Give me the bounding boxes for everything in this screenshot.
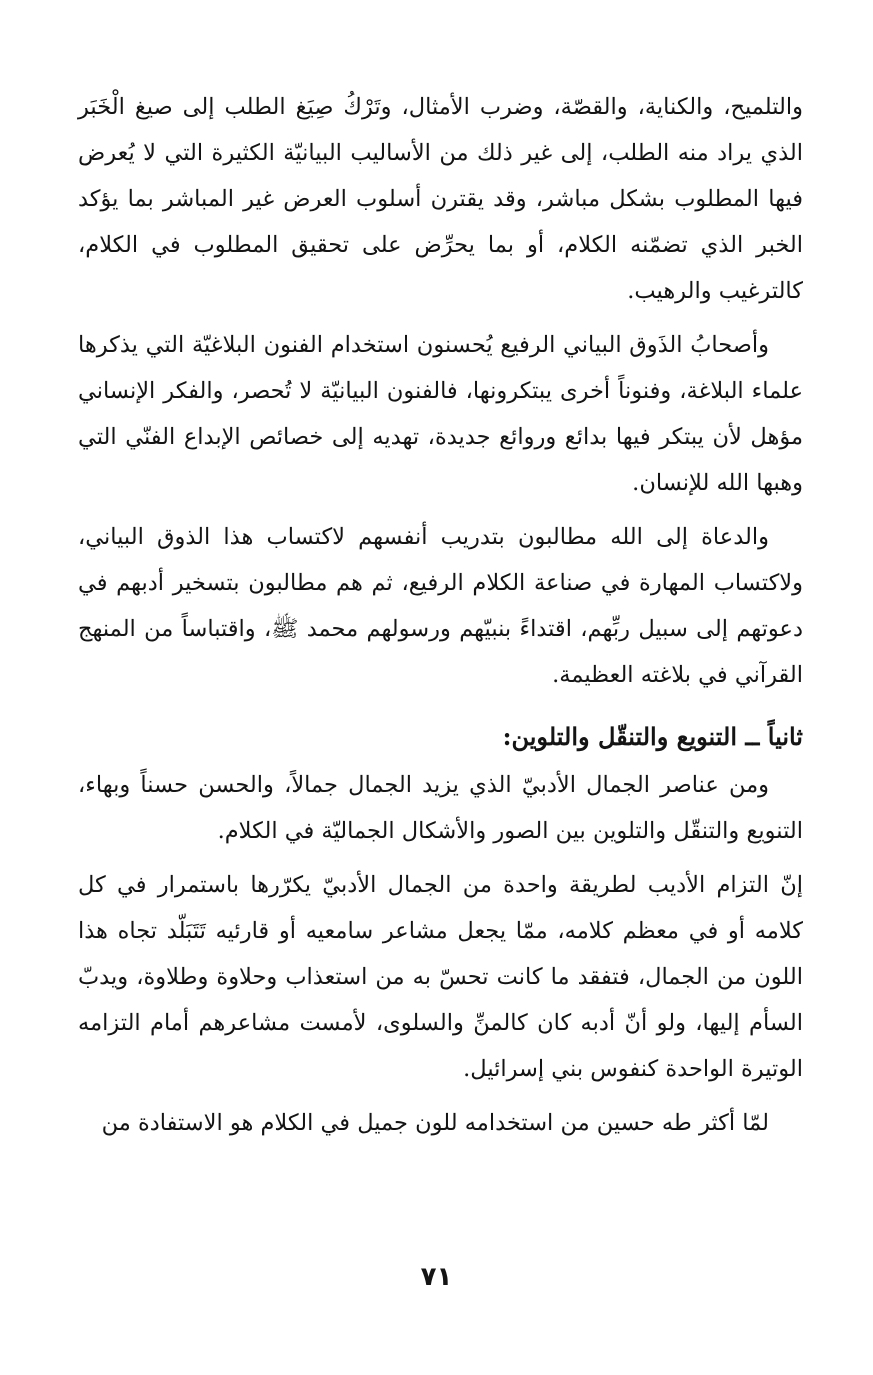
page-body [78, 84, 803, 1284]
paragraph-3: والدعاة إلى الله مطالبون بتدريب أنفسهم لاكتساب هذا الذوق البياني، ولاكتساب المهارة في صناعة الكلام الرفيع، ثم هم مطالبون بتسخير أدبهم في دعوتهم إلى سبيل ربِّهم، اقتداءً بنبيّهم ورسولهم محمد ﷺ، واقتباساً من المنهج القرآني في بلاغته العظيمة. [78, 524, 803, 688]
section-paragraph-1: ومن عناصر الجمال الأدبيّ الذي يزيد الجمال جمالاً، والحسن حسناً وبهاء، التنويع والتنقّل والتلوين بين الصور والأشكال الجماليّة في الكلام. [78, 772, 803, 844]
section-heading: ثانياً ــ التنويع والتنقّل والتلوين: [502, 722, 803, 751]
paragraph-1: والتلميح، والكناية، والقصّة، وضرب الأمثال، وتَرْكُ صِيَغ الطلب إلى صيغ الْخَبَر الذي يراد منه الطلب، إلى غير ذلك من الأساليب البيانيّة الكثيرة التي لا يُعرض فيها المطلوب بشكل مباشر، وقد يقترن أسلوب العرض غير المباشر بما يؤكد الخبر الذي تضمّنه الكلام، أو بما يحرِّض على تحقيق المطلوب في الكلام، كالترغيب والرهيب. [78, 94, 803, 304]
section-paragraph-3: لمّا أكثر طه حسين من استخدامه للون جميل في الكلام هو الاستفادة من [101, 1110, 769, 1136]
paragraph-2: وأصحابُ الذَوق البياني الرفيع يُحسنون استخدام الفنون البلاغيّة التي يذكرها علماء البلاغة، وفنوناً أخرى يبتكرونها، فالفنون البيانيّة لا تُحصر، والفكر الإنساني مؤهل لأن يبتكر فيها بدائع وروائع جديدة، تهديه إلى خصائص الإبداع الفنّي التي وهبها الله للإنسان. [78, 332, 803, 496]
page-number: ٧١ [420, 1262, 453, 1292]
section-paragraph-2: إنّ التزام الأديب لطريقة واحدة من الجمال الأدبيّ يكرّرها باستمرار في كل كلامه أو في معظم كلامه، ممّا يجعل مشاعر سامعيه أو قارئيه تَتَبَلّد تجاه هذا اللون من الجمال، فتفقد ما كانت تحسّ به من استعذاب وحلاوة وطلاوة، ويدبّ السأم إليها، ولو أنّ أدبه كان كالمنِّ والسلوى، لأمست مشاعرهم أمام التزامه الوتيرة الواحدة كنفوس بني إسرائيل. [78, 872, 803, 1082]
